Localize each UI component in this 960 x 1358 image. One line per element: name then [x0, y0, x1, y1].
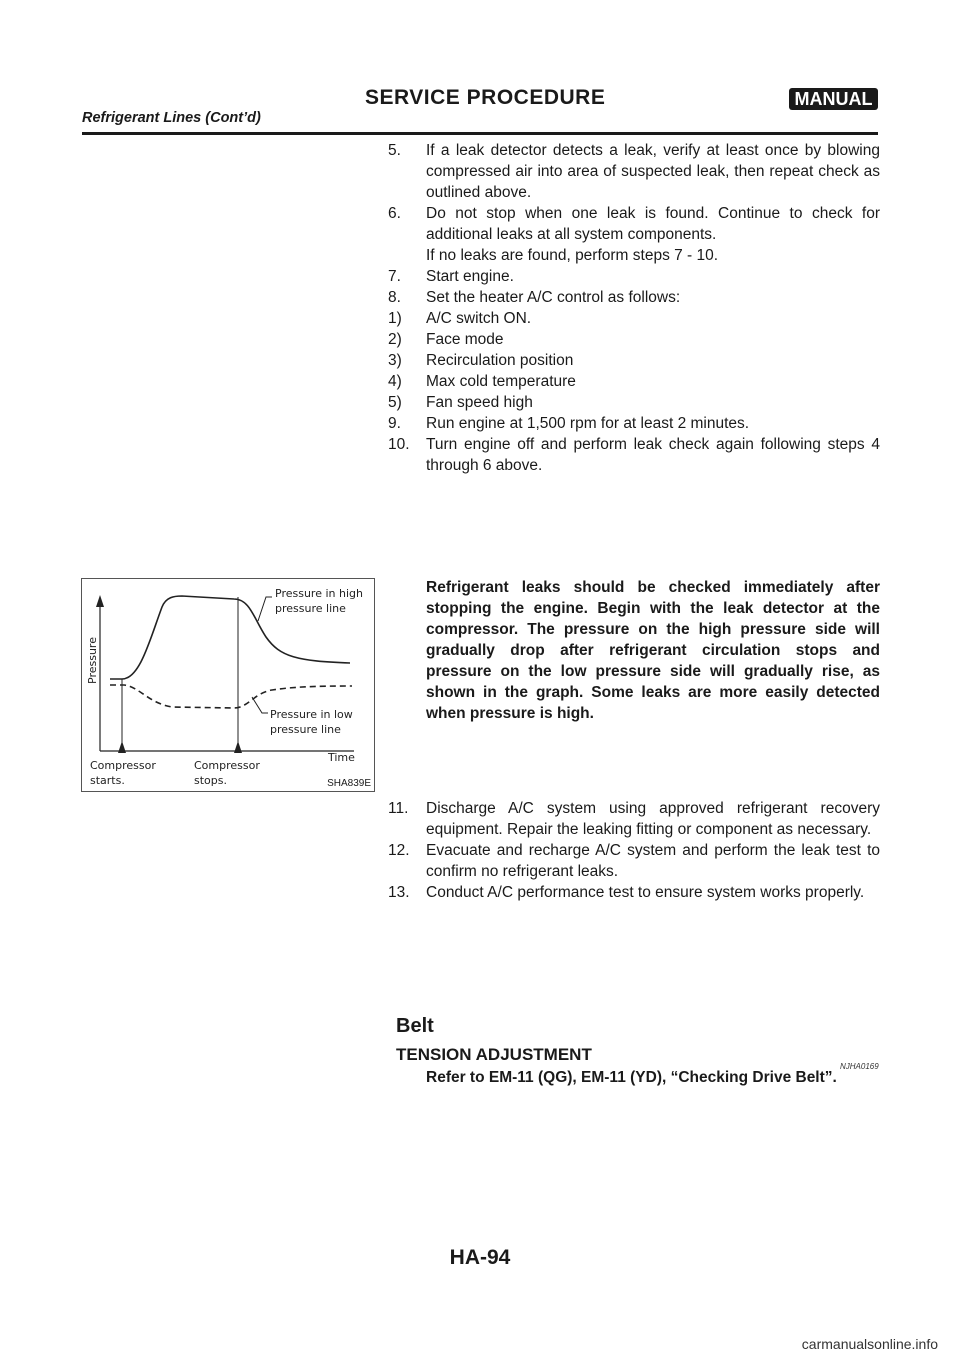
page-number: HA-94: [449, 1246, 511, 1269]
header-divider: [82, 132, 878, 135]
watermark: carmanualsonline.info: [801, 1336, 938, 1352]
leak-check-note: Refrigerant leaks should be checked immediately after stopping the engine. Begin with the leak detector at the compressor. The pressure on the high pressure side will gradually drop after refrigerant circulation stops and pressure on the low pressure side will gradually rise, as shown in the graph. Some leaks are more easily detected when pressure is high.: [426, 579, 880, 722]
reference-text: Refer to EM-11 (QG), EM-11 (YD), “Checking Drive Belt”.: [426, 1069, 837, 1086]
step-number: 7.: [388, 268, 401, 285]
step-item: [388, 882, 880, 903]
sub-step-text: Fan speed high: [426, 394, 533, 411]
high-label-line1: Pressure in high: [275, 587, 363, 600]
step-text: Evacuate and recharge A/C system and perform the leak test to confirm no refrigerant leaks.: [426, 842, 880, 880]
step-text: Run engine at 1,500 rpm for at least 2 minutes.: [426, 415, 750, 432]
step-item: [388, 287, 880, 308]
step-number: 9.: [388, 415, 401, 432]
sub-step-item: [388, 392, 880, 413]
start-label-line2: starts.: [90, 774, 125, 787]
figure-code: SHA839E: [327, 778, 371, 789]
start-arrow-icon: [118, 741, 126, 753]
step-text: Start engine.: [426, 268, 514, 285]
sub-step-item: [388, 350, 880, 371]
step-item: [388, 140, 880, 203]
step-item: [388, 413, 880, 434]
stop-label-line1: Compressor: [194, 759, 260, 772]
step-text: Conduct A/C performance test to ensure system works properly.: [426, 884, 865, 901]
sub-step-text: Max cold temperature: [426, 373, 576, 390]
sub-step-text: A/C switch ON.: [426, 310, 532, 327]
pressure-graph-figure: [81, 578, 375, 792]
page-header-title: SERVICE PROCEDURE: [365, 86, 606, 109]
stop-arrow-icon: [234, 741, 242, 753]
step-number: 11.: [388, 800, 409, 817]
sub-step-number: 2): [388, 331, 402, 348]
step-text: Discharge A/C system using approved refrigerant recovery equipment. Repair the leaking fitting or component as necessary.: [426, 800, 880, 838]
sub-step-item: [388, 308, 880, 329]
start-label-line1: Compressor: [90, 759, 156, 772]
sub-step-number: 5): [388, 394, 402, 411]
x-axis-label: Time: [328, 751, 355, 764]
step-number: 8.: [388, 289, 401, 306]
high-label-line2: pressure line: [275, 602, 346, 615]
step-text: If a leak detector detects a leak, verify at least once by blowing compressed air into area of suspected leak, then repeat check as outlined above.: [426, 142, 880, 201]
y-axis-label: Pressure: [86, 637, 99, 684]
sub-step-number: 1): [388, 310, 402, 327]
sub-step-item: [388, 329, 880, 350]
step-text: Do not stop when one leak is found. Continue to check for additional leaks at all system components.: [426, 205, 880, 243]
sub-step-number: 3): [388, 352, 402, 369]
step-number: 12.: [388, 842, 410, 859]
stop-label-line2: stops.: [194, 774, 227, 787]
step-number: 13.: [388, 884, 410, 901]
step-item: [388, 266, 880, 287]
steps-list-bottom: [388, 798, 880, 903]
sub-step-text: Recirculation position: [426, 352, 574, 369]
steps-list-top: [388, 140, 880, 476]
y-axis-arrow-icon: [96, 595, 104, 607]
reference-code: NJHA0169: [840, 1062, 879, 1071]
step-item: [388, 840, 880, 882]
step-item: [388, 434, 880, 476]
sub-step-number: 4): [388, 373, 402, 390]
step-number: 6.: [388, 205, 401, 222]
sub-step-text: Face mode: [426, 331, 504, 348]
step-text: Set the heater A/C control as follows:: [426, 289, 681, 306]
step-text: Turn engine off and perform leak check again following steps 4 through 6 above.: [426, 436, 880, 474]
low-label-leader: [252, 697, 268, 713]
pressure-graph: [82, 579, 374, 791]
step-item: [388, 203, 880, 245]
step-number: 10.: [388, 436, 410, 453]
step-item: [388, 245, 880, 266]
page-subtitle: Refrigerant Lines (Cont’d): [82, 110, 261, 126]
high-label-leader: [258, 597, 272, 621]
low-label-line1: Pressure in low: [270, 708, 353, 721]
step-item: [388, 798, 880, 840]
low-pressure-curve: [110, 685, 352, 708]
step-text: If no leaks are found, perform steps 7 - 10.: [426, 247, 719, 264]
tension-adjustment-heading: TENSION ADJUSTMENT: [396, 1045, 592, 1064]
section-title-belt: Belt: [396, 1015, 434, 1037]
manual-badge: MANUAL: [789, 88, 878, 110]
low-label-line2: pressure line: [270, 723, 341, 736]
step-number: 5.: [388, 142, 401, 159]
sub-step-item: [388, 371, 880, 392]
